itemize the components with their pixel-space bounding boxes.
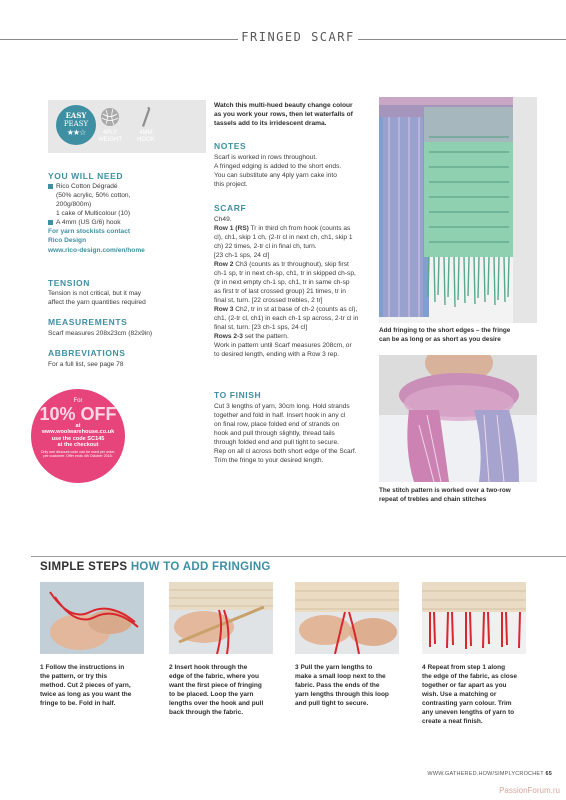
list-item: 200g/800m): [56, 201, 92, 208]
row-label: Row 1 (RS): [214, 225, 249, 232]
finish-text: Cut 3 lengths of yarn, 30cm long. Hold strands together and fold in half. Insert hook in any cl on final row, place folded end of strands on hook and pull through slightly, thread tails through folded end and pull tight to secure. Rep on all cl across both short edge of the Scarf. Trim the fringe to your desired length.: [214, 403, 357, 464]
badge-line-1: EASY: [65, 111, 87, 120]
hook-size-value: 4MM: [139, 130, 153, 136]
step-number: 2: [169, 664, 173, 671]
hook-size-label: [130, 130, 162, 144]
promo-url: www.woolwarehouse.co.uk: [41, 429, 115, 436]
yarn-ball-icon: [100, 107, 120, 127]
photo-caption-top: Add fringing to the short edges – the fringe can be as long or as short as you desire: [379, 327, 511, 343]
list-item: Rico Cotton Dégradé: [48, 182, 208, 191]
photo-caption-bottom: The stitch pattern is worked over a two-row repeat of trebles and chain stitches: [379, 487, 511, 503]
step-number: 4: [422, 664, 426, 671]
page-title: FRINGED SCARF: [241, 30, 355, 44]
promo-terms: Only one discount code can be used per order, per customer. Offer ends 4th October 2018.: [40, 450, 116, 459]
hook-size-unit: HOOK: [137, 137, 155, 143]
footer-url[interactable]: WWW.GATHERED.HOW/SIMPLYCROCHET: [427, 771, 544, 777]
badge-line-2: PEASY: [63, 120, 89, 128]
crochet-hook-icon: [136, 105, 156, 129]
list-item: 1 cake of Multicolour (10): [56, 210, 131, 217]
promo-checkout: at the checkout: [57, 441, 99, 448]
easy-peasy-badge: [56, 105, 96, 145]
stockists-link[interactable]: www.rico-design.com/en/home: [48, 247, 145, 254]
list-item: A 4mm (US G/6) hook: [48, 218, 208, 227]
promo-at: at: [75, 423, 81, 429]
tension-text: Tension is not critical, but it may affect the yarn quantities required: [48, 290, 146, 306]
yarn-weight-label: [94, 130, 126, 144]
you-will-need-heading: YOU WILL NEED: [48, 171, 124, 181]
intro-text: Watch this multi-hued beauty change colour as you work your rows, then let waterfalls of tassels add to its irridescent drama.: [214, 102, 353, 127]
header-rule-left: [0, 39, 238, 40]
scarf-pattern: Ch49. Row 1 (RS) Tr in third ch from hook (counts as cl), ch1, skip 1 ch, (2-tr cl in next ch, ch1, skip 1 ch) 22 times, 2-tr cl in final ch, turn. [23 ch-1 sps, 24 cl] Row 2 Ch3 (counts as tr throughout), skip first ch-1 sp, tr in next ch-sp, ch1, tr in skipped ch-sp, (tr in next empty ch-1 sp, ch1, tr in same ch-sp as first tr of last crossed group) 21 times, tr in final st, turn. [22 crossed trebles, 2 tr] Row 3 Ch2, tr in st at base of ch-2 (counts as cl), ch1, (2-tr cl, ch1) in each ch-1 sp across, 2-tr cl in final st, turn. [23 ch-1 sps, 24 cl] Rows 2-3 set the pattern. Work in pattern until Scarf measures 208cm, or to desired length, ending with a Row 3 rep.: [214, 216, 359, 358]
page-number: 65: [545, 771, 552, 777]
steps-title: SIMPLE STEPS HOW TO ADD FRINGING: [40, 561, 271, 573]
step-3-photo: [295, 582, 399, 654]
step-3-text: 3 Pull the yarn lengths to make a small loop next to the fabric. Pass the ends of the yarn lengths through this loop and pull tight to secure.: [295, 664, 389, 707]
step-2-text: 2 Insert hook through the edge of the fabric, where you want the first piece of fringing to be placed. Loop the yarn lengths over the hook and pull back through the fabric.: [169, 664, 264, 716]
yarn-weight-unit: WEIGHT: [98, 137, 122, 143]
you-will-need-list: [48, 182, 208, 255]
bullet-square-icon: [48, 220, 53, 225]
scarf-worn-photo: [379, 355, 537, 482]
scarf-fringe-photo: [379, 97, 537, 323]
promo-for: For: [73, 398, 83, 404]
measurements-text: Scarf measures 208x23cm (82x9in): [48, 330, 153, 337]
step-1-photo: [40, 582, 144, 654]
abbreviations-heading: ABBREVIATIONS: [48, 348, 126, 358]
row-label: Row 3: [214, 306, 234, 313]
bullet-square-icon: [48, 184, 53, 189]
finish-heading: TO FINISH: [214, 390, 262, 400]
scarf-heading: SCARF: [214, 203, 247, 213]
header-rule-right: [358, 39, 566, 40]
measurements-heading: MEASUREMENTS: [48, 317, 128, 327]
tension-heading: TENSION: [48, 278, 90, 288]
stockists-brand: Rico Design: [48, 237, 87, 244]
notes-text: Scarf is worked in rows throughout. A fringed edging is added to the short ends. You can substitute any 4ply yarn cake into this project.: [214, 154, 342, 188]
yarn-weight-value: 4PLY: [102, 130, 118, 136]
row-label: Row 2: [214, 261, 234, 268]
watermark: PassionForum.ru: [499, 786, 560, 795]
step-number: 1: [40, 664, 44, 671]
promo-discount: 10% OFF: [39, 404, 117, 424]
badge-stars: ★★☆: [66, 128, 86, 137]
notes-heading: NOTES: [214, 141, 247, 151]
row-label: Rows 2-3: [214, 333, 243, 340]
abbreviations-text: For a full list, see page 78: [48, 361, 124, 368]
list-item: (50% acrylic, 50% cotton,: [56, 192, 131, 199]
page-footer: [427, 771, 552, 777]
step-number: 3: [295, 664, 299, 671]
discount-promo-badge[interactable]: [31, 389, 125, 483]
step-4-text: 4 Repeat from step 1 along the edge of the fabric, as close together or far apart as you wish. Use a matching or contrasting yarn colour. Trim any uneven lengths of yarn to create a neat finish.: [422, 664, 517, 725]
step-2-photo: [169, 582, 273, 654]
steps-divider: [31, 556, 566, 557]
step-4-photo: [422, 582, 526, 654]
step-1-text: 1 Follow the instructions in the pattern, or try this method. Cut 2 pieces of yarn, twice as long as you want the fringe to be. Fold in half.: [40, 664, 132, 707]
promo-code: use the code SC145: [51, 435, 105, 442]
stockists-line: For yarn stockists contact: [48, 228, 131, 235]
